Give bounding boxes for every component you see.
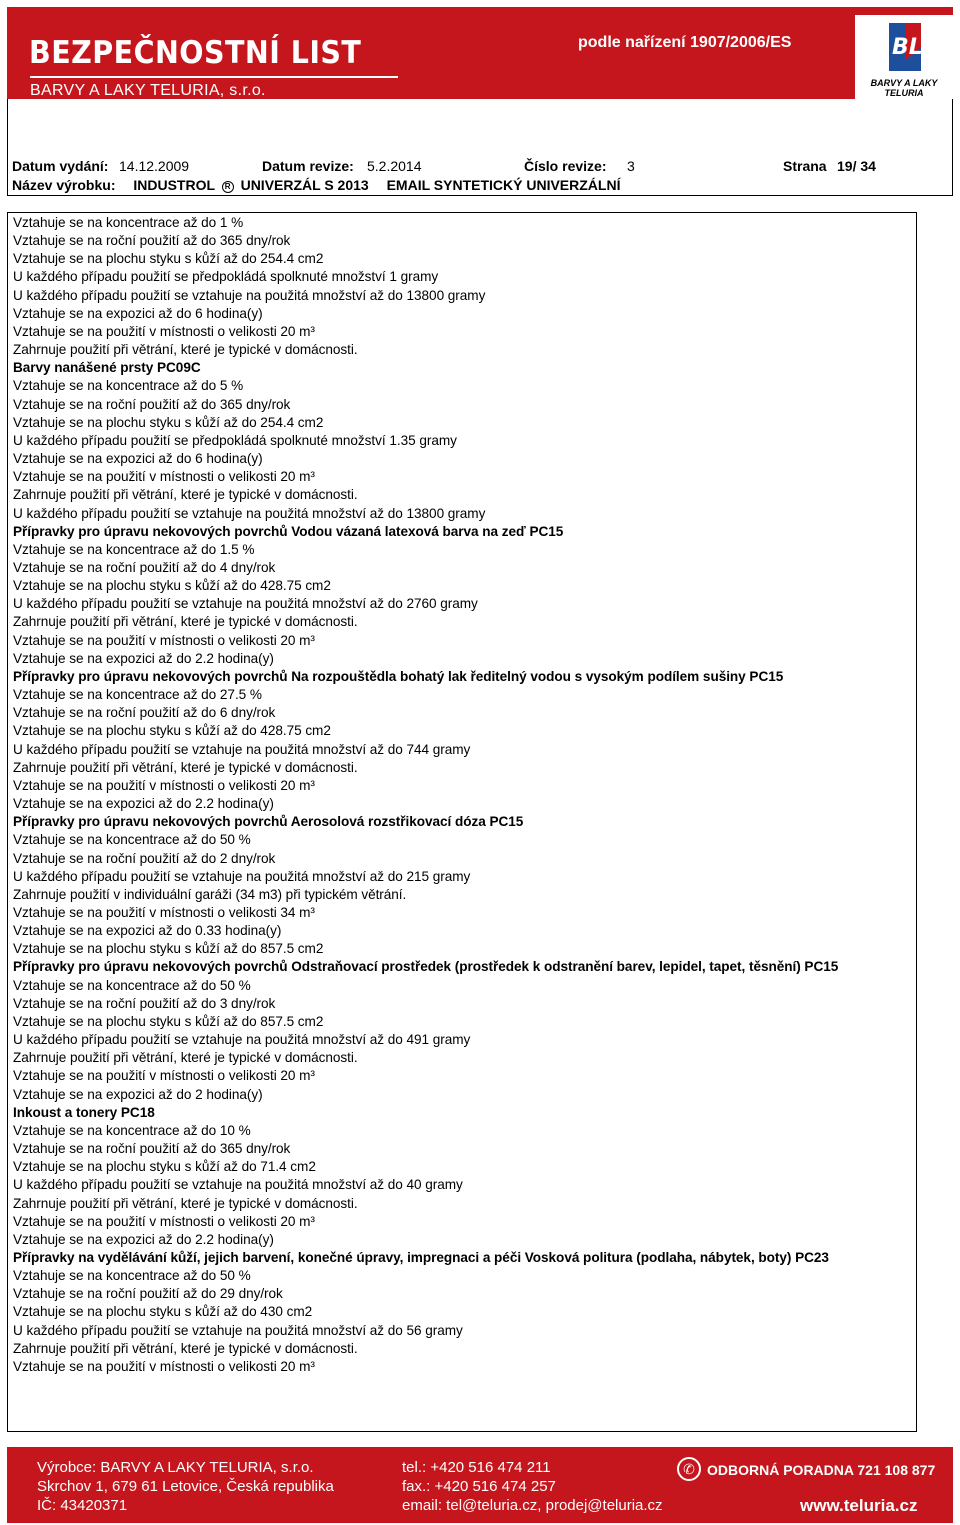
condition-line: Vztahuje se na roční použití až do 365 dny/rok xyxy=(13,396,291,412)
document-title: BEZPEČNOSTNÍ LIST xyxy=(29,35,362,71)
footer-fax: fax.: +420 516 474 257 xyxy=(402,1478,556,1495)
section-heading: Přípravky pro úpravu nekovových povrchů Na rozpouštědla bohatý lak ředitelný vodou s vysokým podílem sušiny PC15 xyxy=(13,668,784,684)
condition-line: U každého případu použití se předpokládá spolknuté množství 1 gramy xyxy=(13,269,439,285)
condition-line: Zahrnuje použití při větrání, které je typické v domácnosti. xyxy=(13,1050,358,1066)
condition-line: Vztahuje se na expozici až do 2.2 hodina(y) xyxy=(13,1231,274,1247)
footer-company-id: IČ: 43420371 xyxy=(37,1497,128,1514)
footer-website[interactable]: www.teluria.cz xyxy=(800,1496,918,1515)
condition-line: Vztahuje se na použití v místnosti o velikosti 20 m³ xyxy=(13,323,315,339)
logo-mark-icon xyxy=(885,21,925,73)
condition-line: Vztahuje se na roční použití až do 6 dny/rok xyxy=(13,705,276,721)
condition-line: Vztahuje se na expozici až do 2 hodina(y) xyxy=(13,1086,263,1102)
condition-line: Vztahuje se na použití v místnosti o velikosti 20 m³ xyxy=(13,1358,315,1374)
condition-line: Vztahuje se na koncentrace až do 1 % xyxy=(13,215,244,230)
condition-line: Vztahuje se na plochu styku s kůží až do 71.4 cm2 xyxy=(13,1159,316,1175)
phone-icon: ✆ xyxy=(677,1457,701,1481)
condition-line: Vztahuje se na expozici až do 6 hodina(y) xyxy=(13,305,263,321)
product-variant: UNIVERZÁL S 2013 xyxy=(240,177,369,193)
condition-line: Vztahuje se na plochu styku s kůží až do 428.75 cm2 xyxy=(13,578,331,594)
issue-date-value: 14.12.2009 xyxy=(119,158,190,174)
condition-line: Vztahuje se na koncentrace až do 50 % xyxy=(13,1268,251,1284)
condition-line: Vztahuje se na použití v místnosti o velikosti 20 m³ xyxy=(13,632,315,648)
section-heading: Přípravky pro úpravu nekovových povrchů Odstraňovací prostředek (prostředek k odstranění barev, lepidel, tapet, těsnění) PC15 xyxy=(13,959,839,975)
svg-text:BL: BL xyxy=(892,35,923,60)
condition-line: Vztahuje se na expozici až do 6 hodina(y) xyxy=(13,451,263,467)
condition-line: U každého případu použití se vztahuje na použitá množství až do 744 gramy xyxy=(13,741,471,757)
condition-line: Vztahuje se na plochu styku s kůží až do 430 cm2 xyxy=(13,1304,313,1320)
condition-line: Vztahuje se na použití v místnosti o velikosti 20 m³ xyxy=(13,1068,315,1084)
condition-line: U každého případu použití se vztahuje na použitá množství až do 2760 gramy xyxy=(13,596,478,612)
condition-line: Vztahuje se na koncentrace až do 50 % xyxy=(13,977,251,993)
condition-line: Vztahuje se na roční použití až do 29 dny/rok xyxy=(13,1286,283,1302)
condition-line: U každého případu použití se vztahuje na použitá množství až do 215 gramy xyxy=(13,868,471,884)
page-number: 19/ 34 xyxy=(837,158,876,174)
regulation-reference: podle nařízení 1907/2006/ES xyxy=(578,34,792,51)
logo-caption: BARVY A LAKY TELURIA xyxy=(870,78,938,98)
exposure-conditions-list xyxy=(13,214,903,1376)
revision-number-label: Číslo revize: xyxy=(524,158,607,174)
condition-line: Vztahuje se na plochu styku s kůží až do 857.5 cm2 xyxy=(13,941,324,957)
condition-line: Zahrnuje použití v individuální garáži (34 m3) při typickém větrání. xyxy=(13,886,407,902)
condition-line: Vztahuje se na použití v místnosti o velikosti 20 m³ xyxy=(13,777,315,793)
condition-line: Vztahuje se na plochu styku s kůží až do 254.4 cm2 xyxy=(13,251,324,267)
revision-date-label: Datum revize: xyxy=(262,158,354,174)
company-logo xyxy=(855,15,953,99)
condition-line: Vztahuje se na použití v místnosti o velikosti 20 m³ xyxy=(13,1213,315,1229)
condition-line: Zahrnuje použití při větrání, které je typické v domácnosti. xyxy=(13,1340,358,1356)
condition-line: Vztahuje se na plochu styku s kůží až do 254.4 cm2 xyxy=(13,414,324,430)
condition-line: Vztahuje se na použití v místnosti o velikosti 34 m³ xyxy=(13,905,315,920)
footer-manufacturer: Výrobce: BARVY A LAKY TELURIA, s.r.o. xyxy=(37,1459,314,1476)
condition-line: U každého případu použití se předpokládá spolknuté množství 1.35 gramy xyxy=(13,432,457,448)
condition-line: Vztahuje se na roční použití až do 4 dny/rok xyxy=(13,560,276,575)
registered-trademark-icon: R xyxy=(222,181,234,193)
header-banner xyxy=(7,7,953,99)
condition-line: Vztahuje se na roční použití až do 3 dny/rok xyxy=(13,995,276,1011)
footer-telephone: tel.: +420 516 474 211 xyxy=(402,1459,551,1476)
condition-line: U každého případu použití se vztahuje na použitá množství až do 491 gramy xyxy=(13,1032,471,1048)
page-label: Strana xyxy=(783,158,827,174)
section-heading: Přípravky pro úpravu nekovových povrchů Aerosolová rozstřikovací dóza PC15 xyxy=(13,814,524,830)
condition-line: Vztahuje se na koncentrace až do 50 % xyxy=(13,832,251,848)
condition-line: Vztahuje se na plochu styku s kůží až do 428.75 cm2 xyxy=(13,723,331,739)
document-meta-row xyxy=(12,158,912,176)
section-heading: Barvy nanášené prsty PC09C xyxy=(13,360,201,376)
condition-line: U každého případu použití se vztahuje na použitá množství až do 56 gramy xyxy=(13,1322,463,1338)
condition-line: U každého případu použití se vztahuje na použitá množství až do 13800 gramy xyxy=(13,505,486,521)
condition-line: Vztahuje se na expozici až do 2.2 hodina(y) xyxy=(13,650,274,666)
condition-line: Vztahuje se na koncentrace až do 10 % xyxy=(13,1122,251,1138)
condition-line: U každého případu použití se vztahuje na použitá množství až do 13800 gramy xyxy=(13,287,486,303)
condition-line: Zahrnuje použití při větrání, které je typické v domácnosti. xyxy=(13,487,358,503)
condition-line: Vztahuje se na roční použití až do 365 dny/rok xyxy=(13,1141,291,1157)
condition-line: Vztahuje se na expozici až do 2.2 hodina(y) xyxy=(13,796,274,812)
condition-line: Vztahuje se na roční použití až do 2 dny/rok xyxy=(13,850,276,866)
condition-line: Zahrnuje použití při větrání, které je typické v domácnosti. xyxy=(13,614,358,630)
condition-line: Zahrnuje použití při větrání, které je typické v domácnosti. xyxy=(13,759,358,775)
product-name-label: Název výrobku: xyxy=(12,177,116,193)
section-heading: Inkoust a tonery PC18 xyxy=(13,1104,155,1120)
condition-line: Zahrnuje použití při větrání, které je typické v domácnosti. xyxy=(13,342,358,358)
section-heading: Přípravky na vydělávání kůží, jejich barvení, konečné úpravy, impregnaci a péči Vosková politura (podlaha, nábytek, boty) PC23 xyxy=(13,1250,829,1265)
title-underline xyxy=(30,76,398,78)
footer-email[interactable]: email: tel@teluria.cz, prodej@teluria.cz xyxy=(402,1497,663,1514)
revision-number-value: 3 xyxy=(627,158,635,174)
product-name-row xyxy=(12,177,620,193)
footer-hotline: ODBORNÁ PORADNA 721 108 877 xyxy=(707,1462,936,1478)
condition-line: Zahrnuje použití při větrání, které je typické v domácnosti. xyxy=(13,1195,358,1211)
condition-line: Vztahuje se na koncentrace až do 27.5 % xyxy=(13,687,262,703)
product-description: EMAIL SYNTETICKÝ UNIVERZÁLNÍ xyxy=(386,177,621,193)
condition-line: Vztahuje se na expozici až do 0.33 hodina(y) xyxy=(13,923,282,939)
condition-line: Vztahuje se na použití v místnosti o velikosti 20 m³ xyxy=(13,469,315,485)
condition-line: Vztahuje se na koncentrace až do 1.5 % xyxy=(13,541,255,557)
revision-date-value: 5.2.2014 xyxy=(367,158,422,174)
footer-bar xyxy=(7,1447,953,1523)
condition-line: Vztahuje se na plochu styku s kůží až do 857.5 cm2 xyxy=(13,1013,324,1029)
condition-line: Vztahuje se na roční použití až do 365 dny/rok xyxy=(13,233,291,249)
condition-line: U každého případu použití se vztahuje na použitá množství až do 40 gramy xyxy=(13,1177,463,1193)
footer-address: Skrchov 1, 679 61 Letovice, Česká republika xyxy=(37,1478,334,1495)
issue-date-label: Datum vydání: xyxy=(12,158,109,174)
condition-line: Vztahuje se na koncentrace až do 5 % xyxy=(13,378,244,394)
section-heading: Přípravky pro úpravu nekovových povrchů Vodou vázaná latexová barva na zeď PC15 xyxy=(13,523,564,539)
company-name: BARVY A LAKY TELURIA, s.r.o. xyxy=(30,82,266,99)
product-brand: INDUSTROL xyxy=(133,177,215,193)
